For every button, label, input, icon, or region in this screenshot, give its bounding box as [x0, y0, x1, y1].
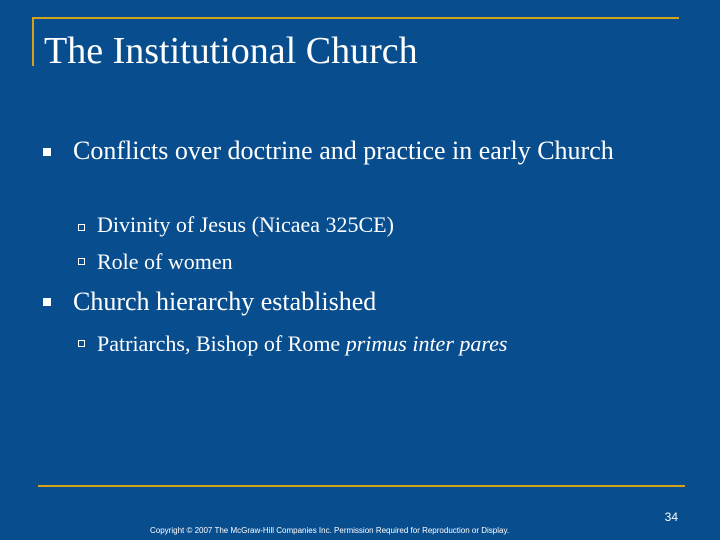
copyright-notice: Copyright © 2007 The McGraw-Hill Companies Inc. Permission Required for Reproduction or Display.	[150, 526, 510, 535]
page-number: 34	[664, 510, 678, 524]
square-bullet-icon	[43, 148, 51, 156]
sub-bullet-plain-text: Patriarchs, Bishop of Rome	[97, 331, 346, 356]
hollow-square-bullet-icon	[78, 340, 85, 347]
bullet-text: Church hierarchy established	[73, 287, 377, 316]
square-bullet-icon	[43, 298, 51, 306]
sub-bullet-text	[97, 330, 507, 358]
bottom-gold-rule	[38, 485, 685, 487]
top-gold-rule	[32, 17, 679, 19]
sub-bullet-text: Role of women	[97, 249, 233, 274]
bullet-text: Conflicts over doctrine and practice in early Church	[73, 136, 614, 165]
hollow-square-bullet-icon	[78, 258, 85, 265]
hollow-square-bullet-icon	[78, 224, 85, 231]
sub-bullet-italic-text: primus inter pares	[345, 331, 508, 356]
slide-title: The Institutional Church	[44, 30, 418, 72]
sub-bullet-text: Divinity of Jesus (Nicaea 325CE)	[97, 212, 394, 237]
left-gold-rule	[32, 17, 34, 66]
